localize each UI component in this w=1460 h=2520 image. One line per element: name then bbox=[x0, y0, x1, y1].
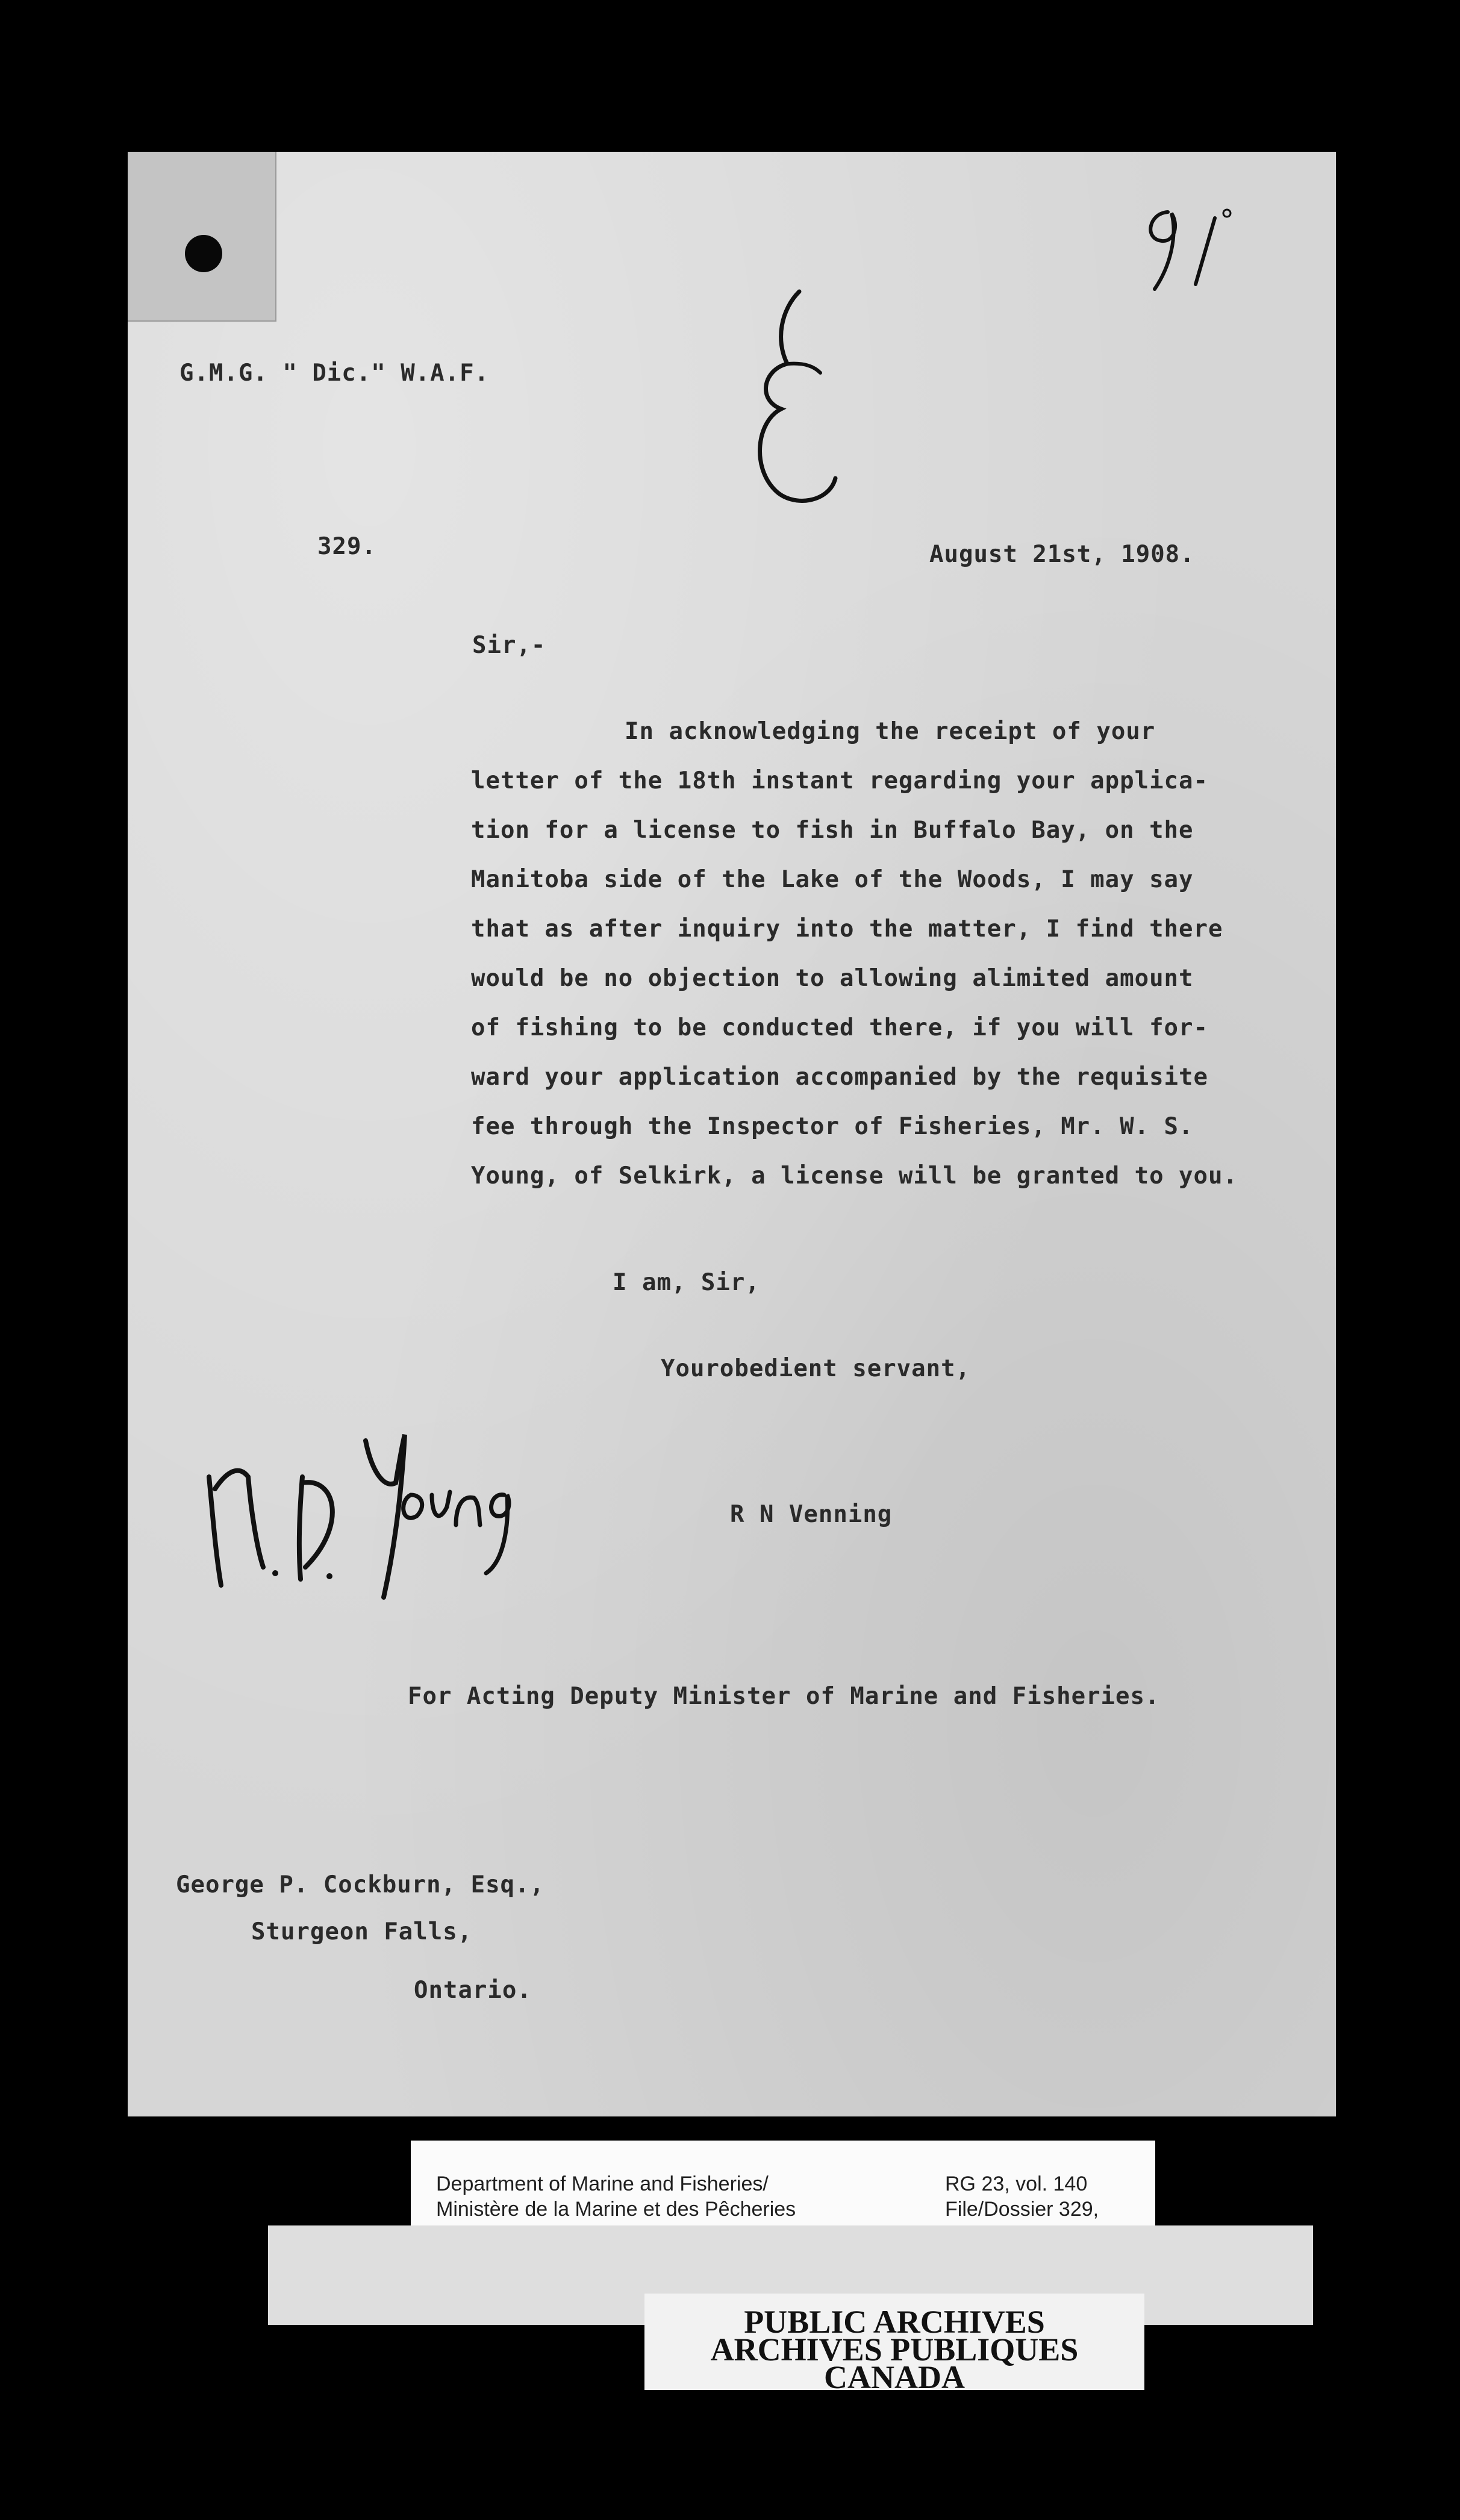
page-number-handwritten bbox=[1131, 194, 1269, 296]
recipient-province: Ontario. bbox=[414, 1977, 532, 2004]
punch-hole bbox=[185, 235, 222, 272]
stamp-line-2: ARCHIVES PUBLIQUES bbox=[710, 2331, 1079, 2368]
stamp-line-1: PUBLIC ARCHIVES bbox=[744, 2304, 1045, 2340]
body-line-2: letter of the 18th instant regarding your applica- bbox=[471, 767, 1208, 794]
file-number: 329. bbox=[317, 533, 376, 560]
closing-servant: Yourobedient servant, bbox=[661, 1355, 971, 1382]
label-department-fr: Ministère de la Marine et des Pêcheries bbox=[436, 2198, 796, 2221]
body-line-3: tion for a license to fish in Buffalo Bay, on the bbox=[471, 817, 1194, 844]
archives-stamp bbox=[644, 2294, 1144, 2395]
body-line-10: Young, of Selkirk, a license will be granted to you. bbox=[471, 1162, 1238, 1190]
handwritten-signature bbox=[191, 1405, 528, 1621]
body-line-4: Manitoba side of the Lake of the Woods, I may say bbox=[471, 866, 1194, 893]
label-reference-volume: RG 23, vol. 140 bbox=[945, 2172, 1088, 2195]
reference-initials: G.M.G. " Dic." W.A.F. bbox=[179, 360, 490, 387]
body-line-1: In acknowledging the receipt of your bbox=[625, 718, 1156, 745]
typed-signer-name: R N Venning bbox=[730, 1501, 893, 1528]
body-line-8: ward your application accompanied by the requisite bbox=[471, 1064, 1208, 1091]
label-reference-file: File/Dossier 329, bbox=[945, 2198, 1099, 2221]
body-line-7: of fishing to be conducted there, if you will for- bbox=[471, 1014, 1208, 1041]
letter-date: August 21st, 1908. bbox=[929, 541, 1195, 568]
filing-mark-handwritten bbox=[739, 285, 859, 526]
body-line-9: fee through the Inspector of Fisheries, Mr. W. S. bbox=[471, 1113, 1194, 1140]
body-line-6: would be no objection to allowing alimited amount bbox=[471, 965, 1194, 992]
label-department-en: Department of Marine and Fisheries/ bbox=[436, 2172, 769, 2195]
salutation: Sir,- bbox=[472, 632, 546, 659]
recipient-city: Sturgeon Falls, bbox=[251, 1918, 473, 1945]
closing-am-sir: I am, Sir, bbox=[613, 1269, 760, 1296]
recipient-name: George P. Cockburn, Esq., bbox=[176, 1871, 544, 1898]
stamp-line-3: CANADA bbox=[824, 2359, 965, 2395]
letter-sheet bbox=[128, 152, 1336, 2116]
body-line-5: that as after inquiry into the matter, I find there bbox=[471, 915, 1223, 943]
signer-title: For Acting Deputy Minister of Marine and Fisheries. bbox=[408, 1683, 1160, 1710]
